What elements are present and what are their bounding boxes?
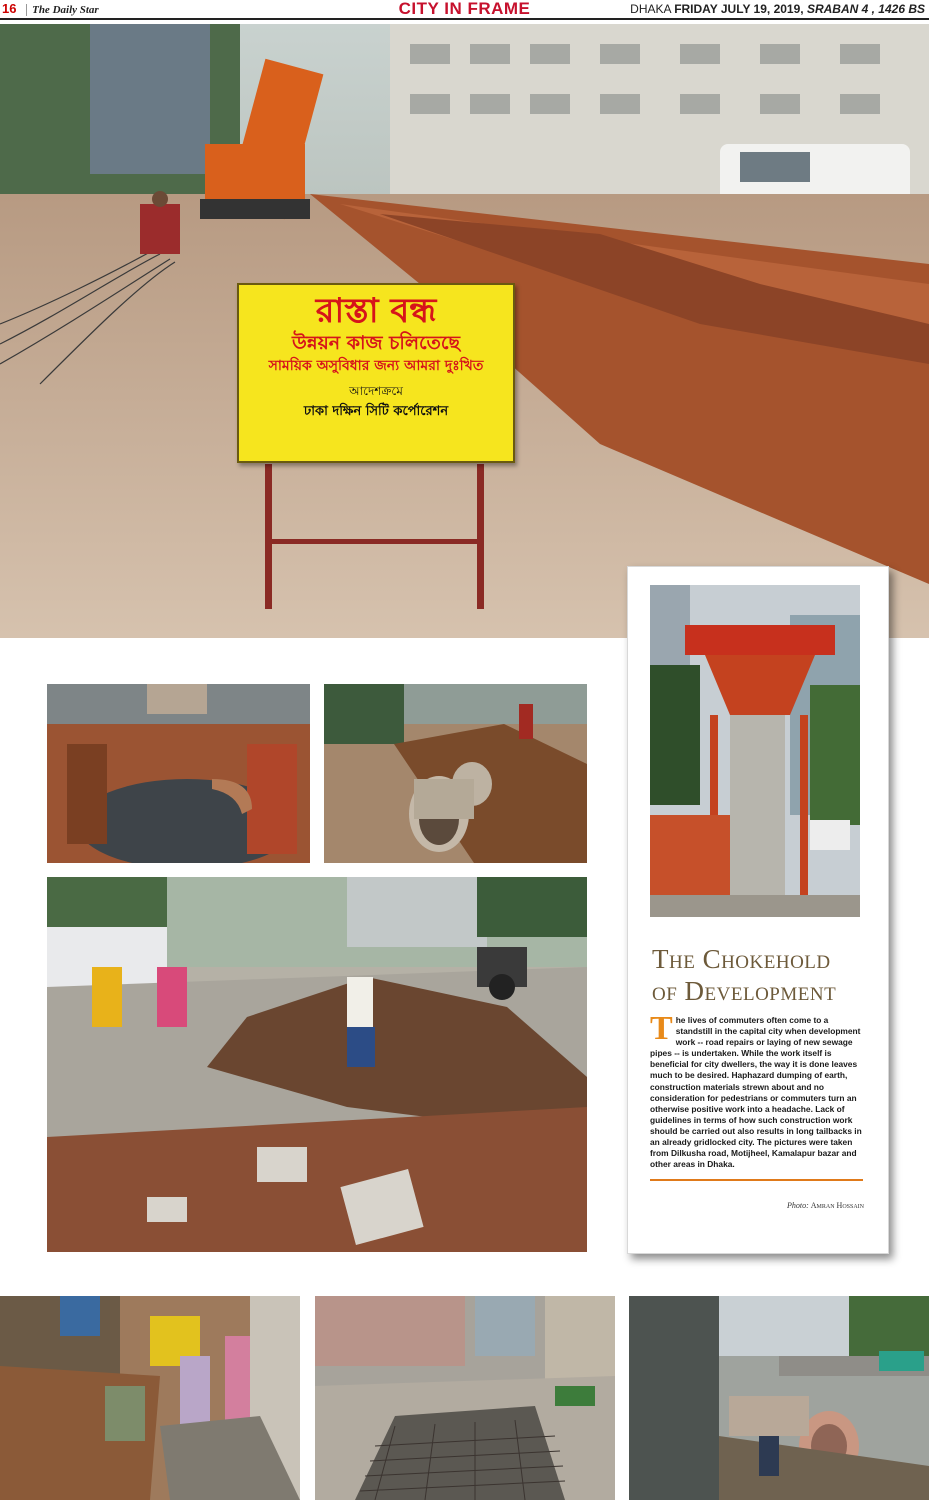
section-title: CITY IN FRAME: [398, 0, 531, 18]
article-dropcap: T: [650, 1010, 673, 1047]
paper-name: The Daily Star: [26, 4, 99, 16]
photo-narrow-lane: [0, 1296, 300, 1500]
photo-pipes-market-illustration: [629, 1296, 929, 1500]
photo-credit-prefix: Photo:: [786, 1201, 809, 1210]
article-body: [650, 1010, 866, 1170]
photo-rebar-street: [315, 1296, 615, 1500]
article-panel: [627, 566, 889, 1254]
article-rule: [650, 1179, 863, 1181]
photo-collapsed-road: [47, 877, 587, 1252]
road-closed-sign: [237, 283, 515, 463]
sign-line-1: রাস্তা বন্ধ: [315, 291, 437, 331]
masthead: [0, 0, 929, 20]
article-body-text: he lives of commuters often come to a standstill in the capital city when development work -- road repairs or laying of new sewage pipes -- is undertaken. While the work itself is beneficial for city dwellers, the way it is done leaves much to be desired. Haphazard dumping of earth, construction materials strewn about and no consideration for pedestrians or commuters turn an otherwise positive work into a headache. Lack of guidelines in terms of how such construction work should be carried out also results in long tailbacks in an already gridlocked city. The pictures were taken from Dilkusha road, Motijheel, Kamalapur bazar and other areas in Dhaka.: [650, 1015, 862, 1170]
dateline-bangla-date: SRABAN 4 , 1426 BS: [806, 2, 925, 16]
photo-pipes-market: [629, 1296, 929, 1500]
dateline-city: DHAKA: [630, 2, 671, 16]
photo-collapsed-road-illustration: [47, 877, 587, 1252]
photo-flyover-pillar: [650, 585, 860, 917]
sign-line-5: ঢাকা দক্ষিন সিটি কর্পোরেশন: [303, 404, 449, 419]
photo-sewer-pit: [47, 684, 310, 863]
sign-line-2: উন্নয়ন কাজ চলিতেছে: [291, 332, 461, 354]
photo-rebar-street-illustration: [315, 1296, 615, 1500]
photo-pipe-trench-illustration: [324, 684, 587, 863]
photo-pipe-trench: [324, 684, 587, 863]
page-number: 16: [2, 1, 17, 16]
photo-narrow-lane-illustration: [0, 1296, 300, 1500]
article-title: [652, 943, 882, 1007]
sign-line-3: সাময়িক অসুবিধার জন্য আমরা দুঃখিত: [268, 358, 484, 374]
photo-credit-name: Amran Hossain: [810, 1201, 864, 1210]
photo-credit: [787, 1201, 864, 1210]
article-title-line-1: The Chokehold: [652, 944, 831, 974]
photo-flyover-pillar-illustration: [650, 585, 860, 917]
article-title-line-2: of Development: [652, 976, 837, 1006]
dateline-date: FRIDAY JULY 19, 2019,: [674, 2, 804, 16]
photo-sewer-pit-illustration: [47, 684, 310, 863]
dateline: [630, 2, 925, 16]
sign-line-4: আদেশক্রমে: [349, 384, 403, 398]
